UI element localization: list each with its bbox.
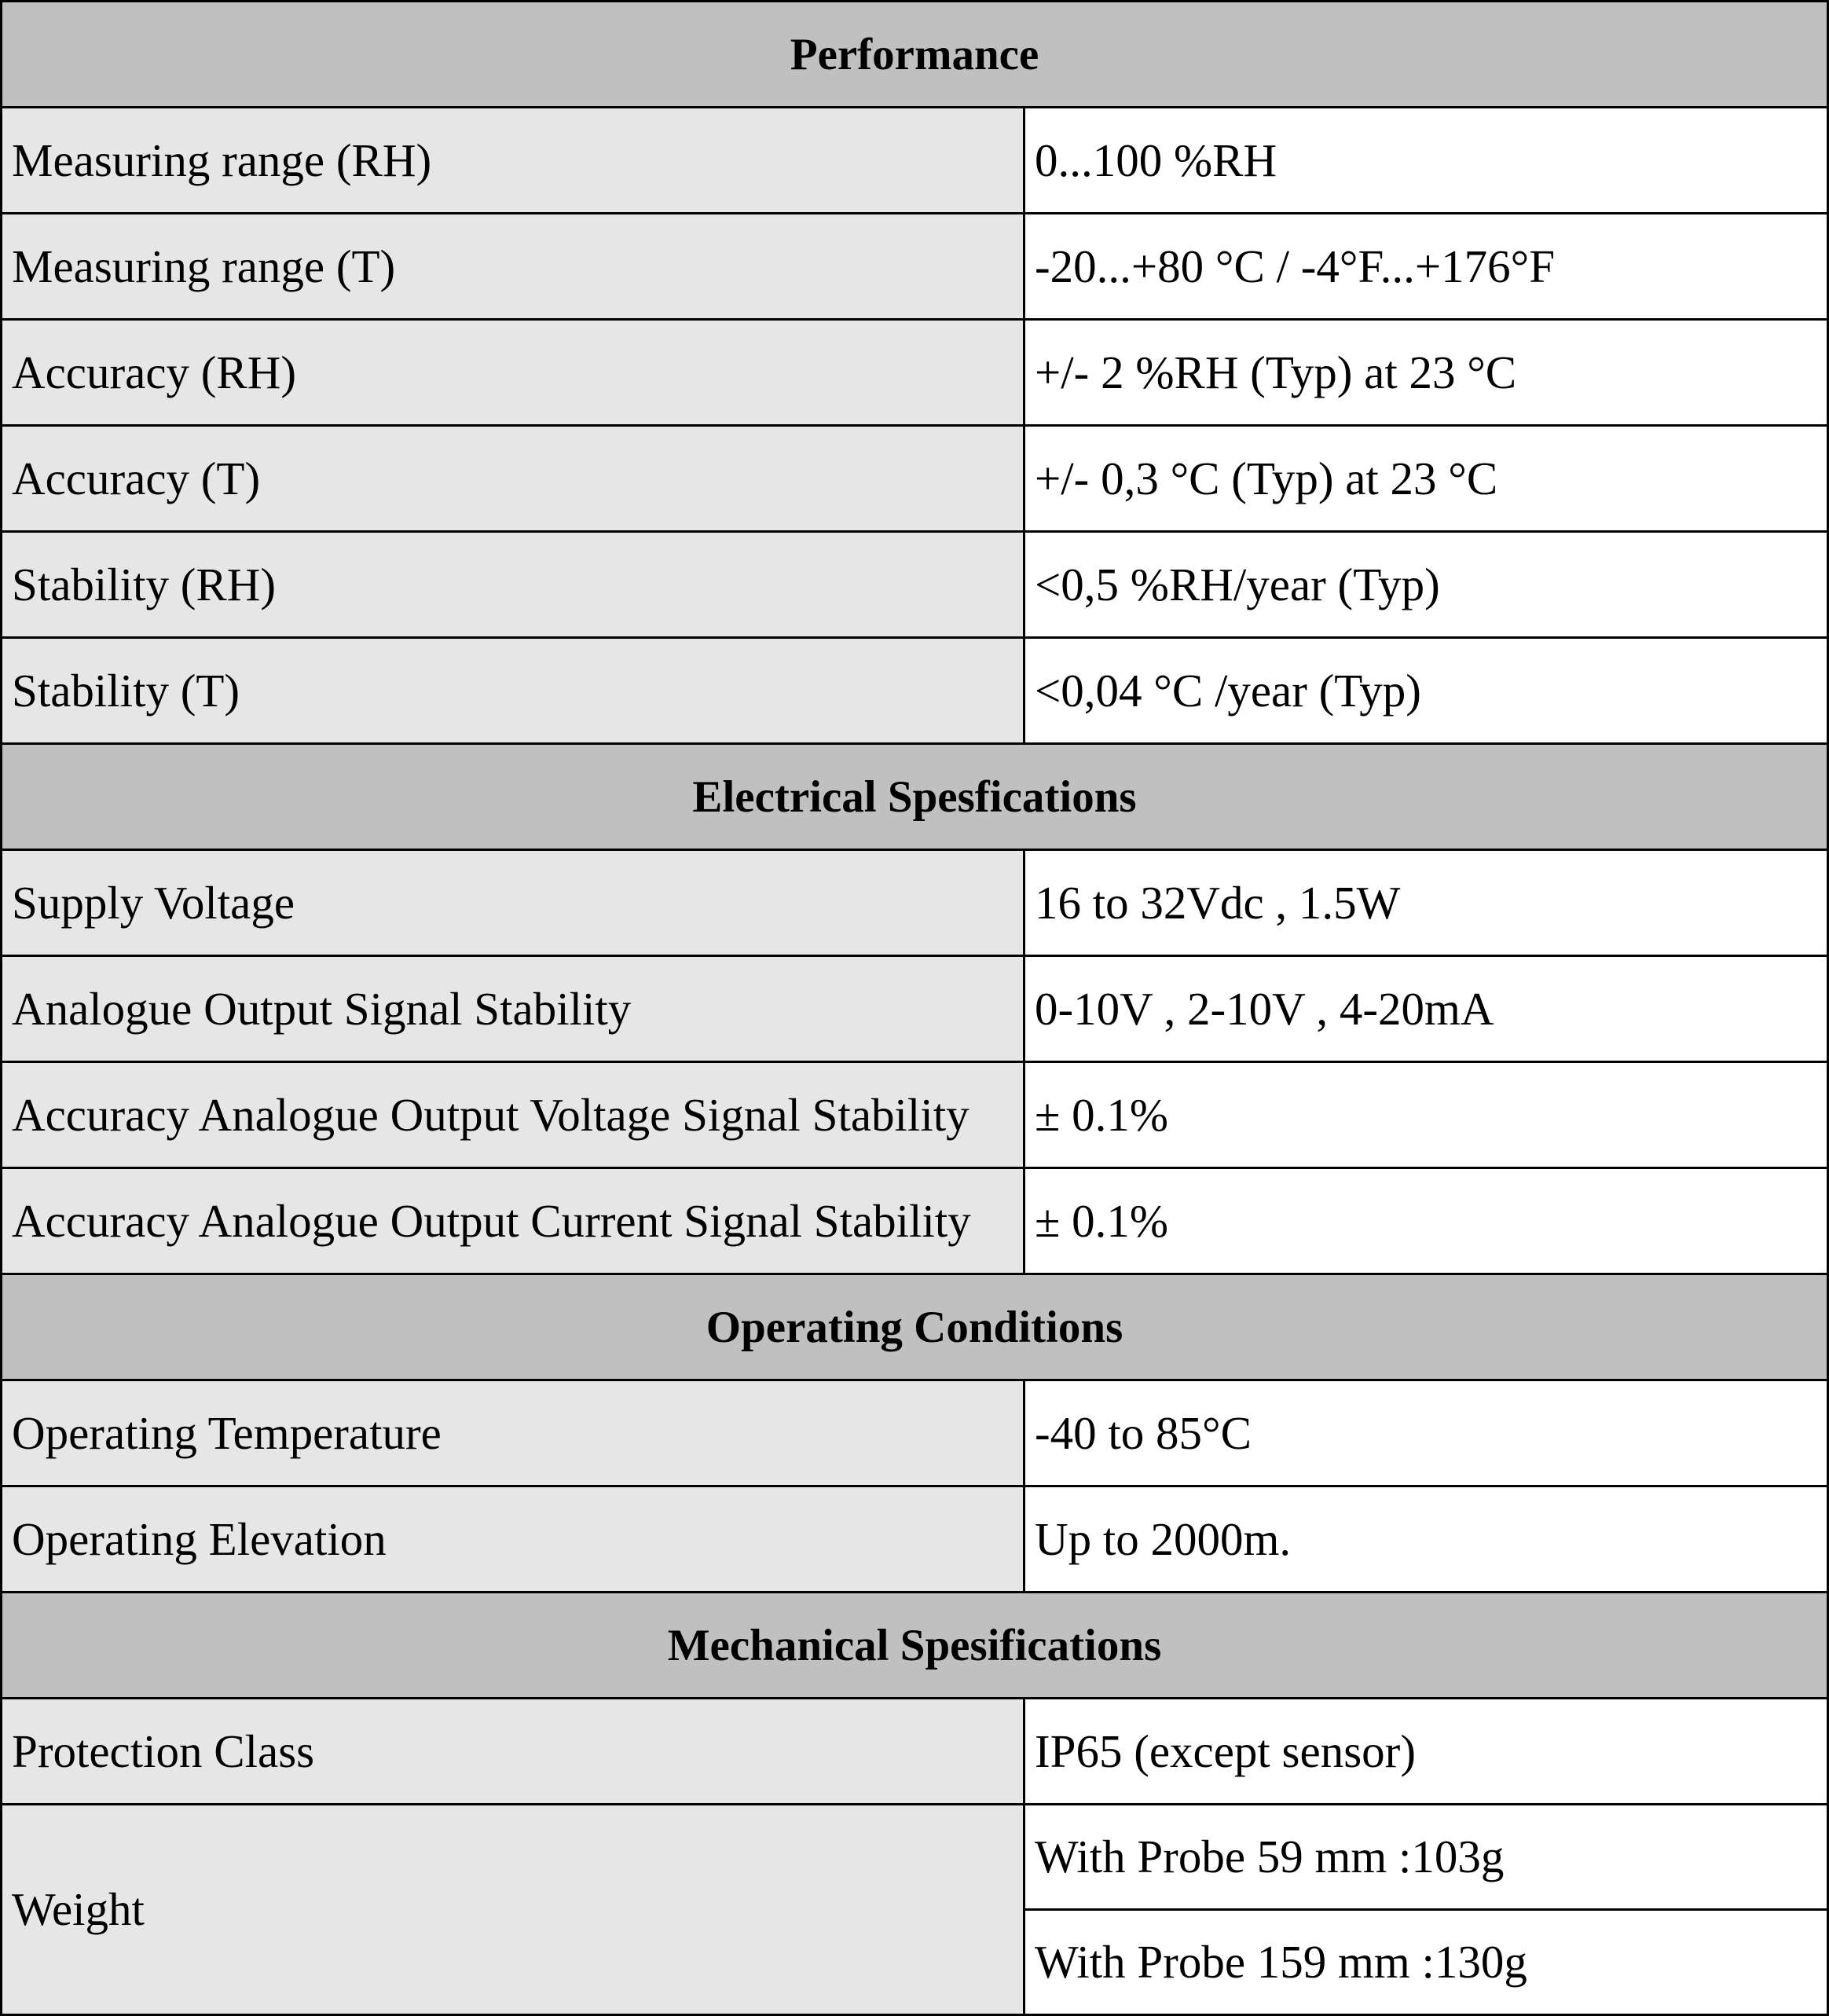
row-value: ± 0.1% — [1024, 1168, 1828, 1274]
table-row — [2, 638, 1828, 744]
row-value: 0...100 %RH — [1024, 108, 1828, 214]
row-value: -40 to 85°C — [1024, 1380, 1828, 1486]
table-row — [2, 108, 1828, 214]
row-label: Stability (T) — [2, 638, 1024, 744]
table-row — [2, 850, 1828, 956]
table-row — [2, 956, 1828, 1062]
row-label: Accuracy Analogue Output Current Signal Stability — [2, 1168, 1024, 1274]
table-row — [2, 1805, 1828, 1910]
row-label: Analogue Output Signal Stability — [2, 956, 1024, 1062]
row-label: Accuracy Analogue Output Voltage Signal Stability — [2, 1062, 1024, 1168]
row-label: Stability (RH) — [2, 532, 1024, 638]
row-label: Accuracy (RH) — [2, 320, 1024, 426]
table-row — [2, 1380, 1828, 1486]
table-row — [2, 1486, 1828, 1593]
row-value: With Probe 159 mm :130g — [1024, 1910, 1828, 2015]
section-header-row — [2, 744, 1828, 850]
row-value: +/- 0,3 °C (Typ) at 23 °C — [1024, 426, 1828, 532]
section-header-row — [2, 1274, 1828, 1380]
row-value: -20...+80 °C / -4°F...+176°F — [1024, 214, 1828, 320]
row-label: Operating Elevation — [2, 1486, 1024, 1593]
row-label: Operating Temperature — [2, 1380, 1024, 1486]
table-row — [2, 320, 1828, 426]
row-label-weight: Weight — [2, 1805, 1024, 2015]
section-title: Electrical Spesfications — [2, 744, 1828, 850]
section-title: Mechanical Spesifications — [2, 1593, 1828, 1699]
row-label: Accuracy (T) — [2, 426, 1024, 532]
table-row — [2, 532, 1828, 638]
row-label: Protection Class — [2, 1699, 1024, 1805]
section-header-row — [2, 2, 1828, 108]
table-row — [2, 1168, 1828, 1274]
table-row — [2, 1699, 1828, 1805]
row-label: Measuring range (RH) — [2, 108, 1024, 214]
row-value: 0-10V , 2-10V , 4-20mA — [1024, 956, 1828, 1062]
row-value: +/- 2 %RH (Typ) at 23 °C — [1024, 320, 1828, 426]
section-title: Performance — [2, 2, 1828, 108]
row-value: ± 0.1% — [1024, 1062, 1828, 1168]
section-title: Operating Conditions — [2, 1274, 1828, 1380]
row-value: 16 to 32Vdc , 1.5W — [1024, 850, 1828, 956]
table-row — [2, 1062, 1828, 1168]
table-row — [2, 214, 1828, 320]
row-value: With Probe 59 mm :103g — [1024, 1805, 1828, 1910]
row-value: Up to 2000m. — [1024, 1486, 1828, 1593]
table-row — [2, 426, 1828, 532]
row-value: IP65 (except sensor) — [1024, 1699, 1828, 1805]
row-value: <0,5 %RH/year (Typ) — [1024, 532, 1828, 638]
row-value: <0,04 °C /year (Typ) — [1024, 638, 1828, 744]
section-header-row — [2, 1593, 1828, 1699]
row-label: Measuring range (T) — [2, 214, 1024, 320]
row-label: Supply Voltage — [2, 850, 1024, 956]
